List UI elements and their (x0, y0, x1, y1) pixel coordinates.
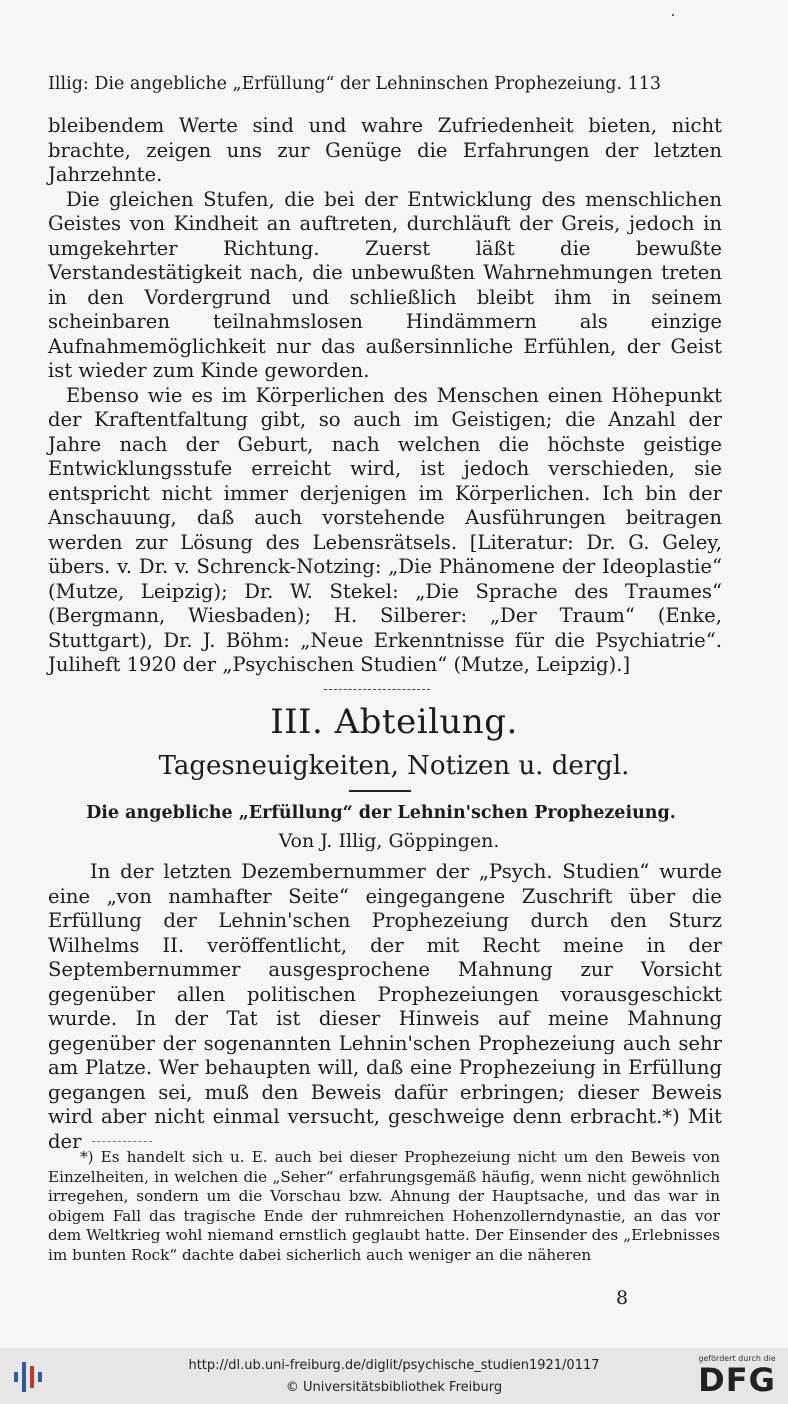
scan-speck (672, 14, 674, 16)
dfg-logo (694, 1354, 780, 1398)
article-byline: Von J. Illig, Göppingen. (278, 830, 500, 852)
footer-copyright: © Universitätsbibliothek Freiburg (285, 1380, 503, 1395)
paragraph-2: Die gleichen Stufen, die bei der Entwicklung des menschlichen Geistes von Kindheit an auftreten, durchläuft der Greis, jedoch in umgekehrter Richtung. Zuerst läßt die bewußte Verstandestätigkeit nach, die unbewußten Wahrnehmungen treten in den Vordergrund und schließlich bleibt ihm in seinem scheinbaren teilnahmslosen Hindämmern als einzige Aufnahmemöglichkeit nur das außersinnliche Erfühlen, der Geist ist wieder zum Kinde geworden. (48, 187, 722, 382)
dfg-caption: gefördert durch die (698, 1354, 776, 1363)
paragraph-1: bleibendem Werte sind und wahre Zufriedenheit bieten, nicht brachte, zeigen uns zur Genüge die Erfahrungen der letzten Jahrzehnte. (48, 114, 722, 186)
body-text (48, 114, 722, 678)
signature-mark: 8 (616, 1287, 629, 1309)
article-text (48, 860, 722, 1154)
running-head: Illig: Die angebliche „Erfüllung“ der Lehninschen Prophezeiung. 113 (48, 74, 662, 94)
article-paragraph: In der letzten Dezembernummer der „Psych. Studien“ wurde eine „von namhafter Seite“ eingegangene Zuschrift über die Erfüllung der Lehnin'schen Prophezeiung durch den Sturz Wilhelms II. veröffentlicht, der mit Recht meine in der Septembernummer ausgesprochene Mahnung zur Vorsicht gegenüber allen politischen Prophezeiungen vorausgeschickt wurde. In der Tat ist dieser Hinweis auf meine Mahnung gegenüber der sogenannten Lehnin'schen Prophezeiung auch sehr am Platze. Wer behaupten will, daß eine Prophezeiung in Erfüllung gegangen sei, muß den Beweis dafür erbringen; dieser Beweis wird aber nicht einmal versucht, geschweige denn erbracht.*) Mit der (48, 860, 722, 1153)
dfg-wordmark: DFG (698, 1361, 776, 1399)
footer-url-link[interactable]: http://dl.ub.uni-freiburg.de/diglit/psychische_studien1921/0117 (188, 1358, 600, 1373)
footnote-text: *) Es handelt sich u. E. auch bei dieser Prophezeiung nicht um den Beweis von Einzelheiten, in welchen die „Seher“ erfahrungsgemäß häufig, wenn nicht gewöhnlich irregehen, sondern um die Vorschau bzw. Ahnung der Hauptsache, und das war in obigem Fall das tragische Ende der ruhmreichen Hohenzollerndynastie, an das vor dem Weltkrieg wohl niemand ernstlich geglaubt hatte. Der Einsender des „Erlebnisses im bunten Rock“ dachte dabei sicherlich auch weniger an die näheren (48, 1148, 720, 1264)
title-rule (349, 790, 411, 792)
footnote-separator (92, 1141, 152, 1142)
footnote (48, 1148, 720, 1265)
section-title: III. Abteilung. (270, 702, 518, 742)
paragraph-3: Ebenso wie es im Körperlichen des Menschen einen Höhepunkt der Kraftentfaltung gibt, so auch im Geistigen; die Anzahl der Jahre nach der Geburt, nach welchen die höchste geistige Entwicklungsstufe erreicht wird, ist jedoch verschieden, sie entspricht nicht immer derjenigen im Körperlichen. Ich bin der Anschauung, daß auch vorstehende Ausführungen beitragen werden zur Lösung des Lebensrätsels. [Literatur: Dr. G. Geley, übers. v. Dr. v. Schrenck-Notzing: „Die Phänomene der Ideoplastie“ (Mutze, Leipzig); Dr. W. Stekel: „Die Sprache des Traumes“ (Bergmann, Wiesbaden); H. Silberer: „Der Traum“ (Enke, Stuttgart), Dr. J. Böhm: „Neue Erkenntnisse für die Psychiatrie“. Juliheft 1920 der „Psychischen Studien“ (Mutze, Leipzig).] (48, 383, 722, 676)
article-title: Die angebliche „Erfüllung“ der Lehnin'schen Prophezeiung. (86, 803, 676, 823)
footer-bar (0, 1348, 788, 1404)
section-subtitle: Tagesneuigkeiten, Notizen u. dergl. (158, 751, 630, 781)
section-separator (324, 689, 430, 690)
